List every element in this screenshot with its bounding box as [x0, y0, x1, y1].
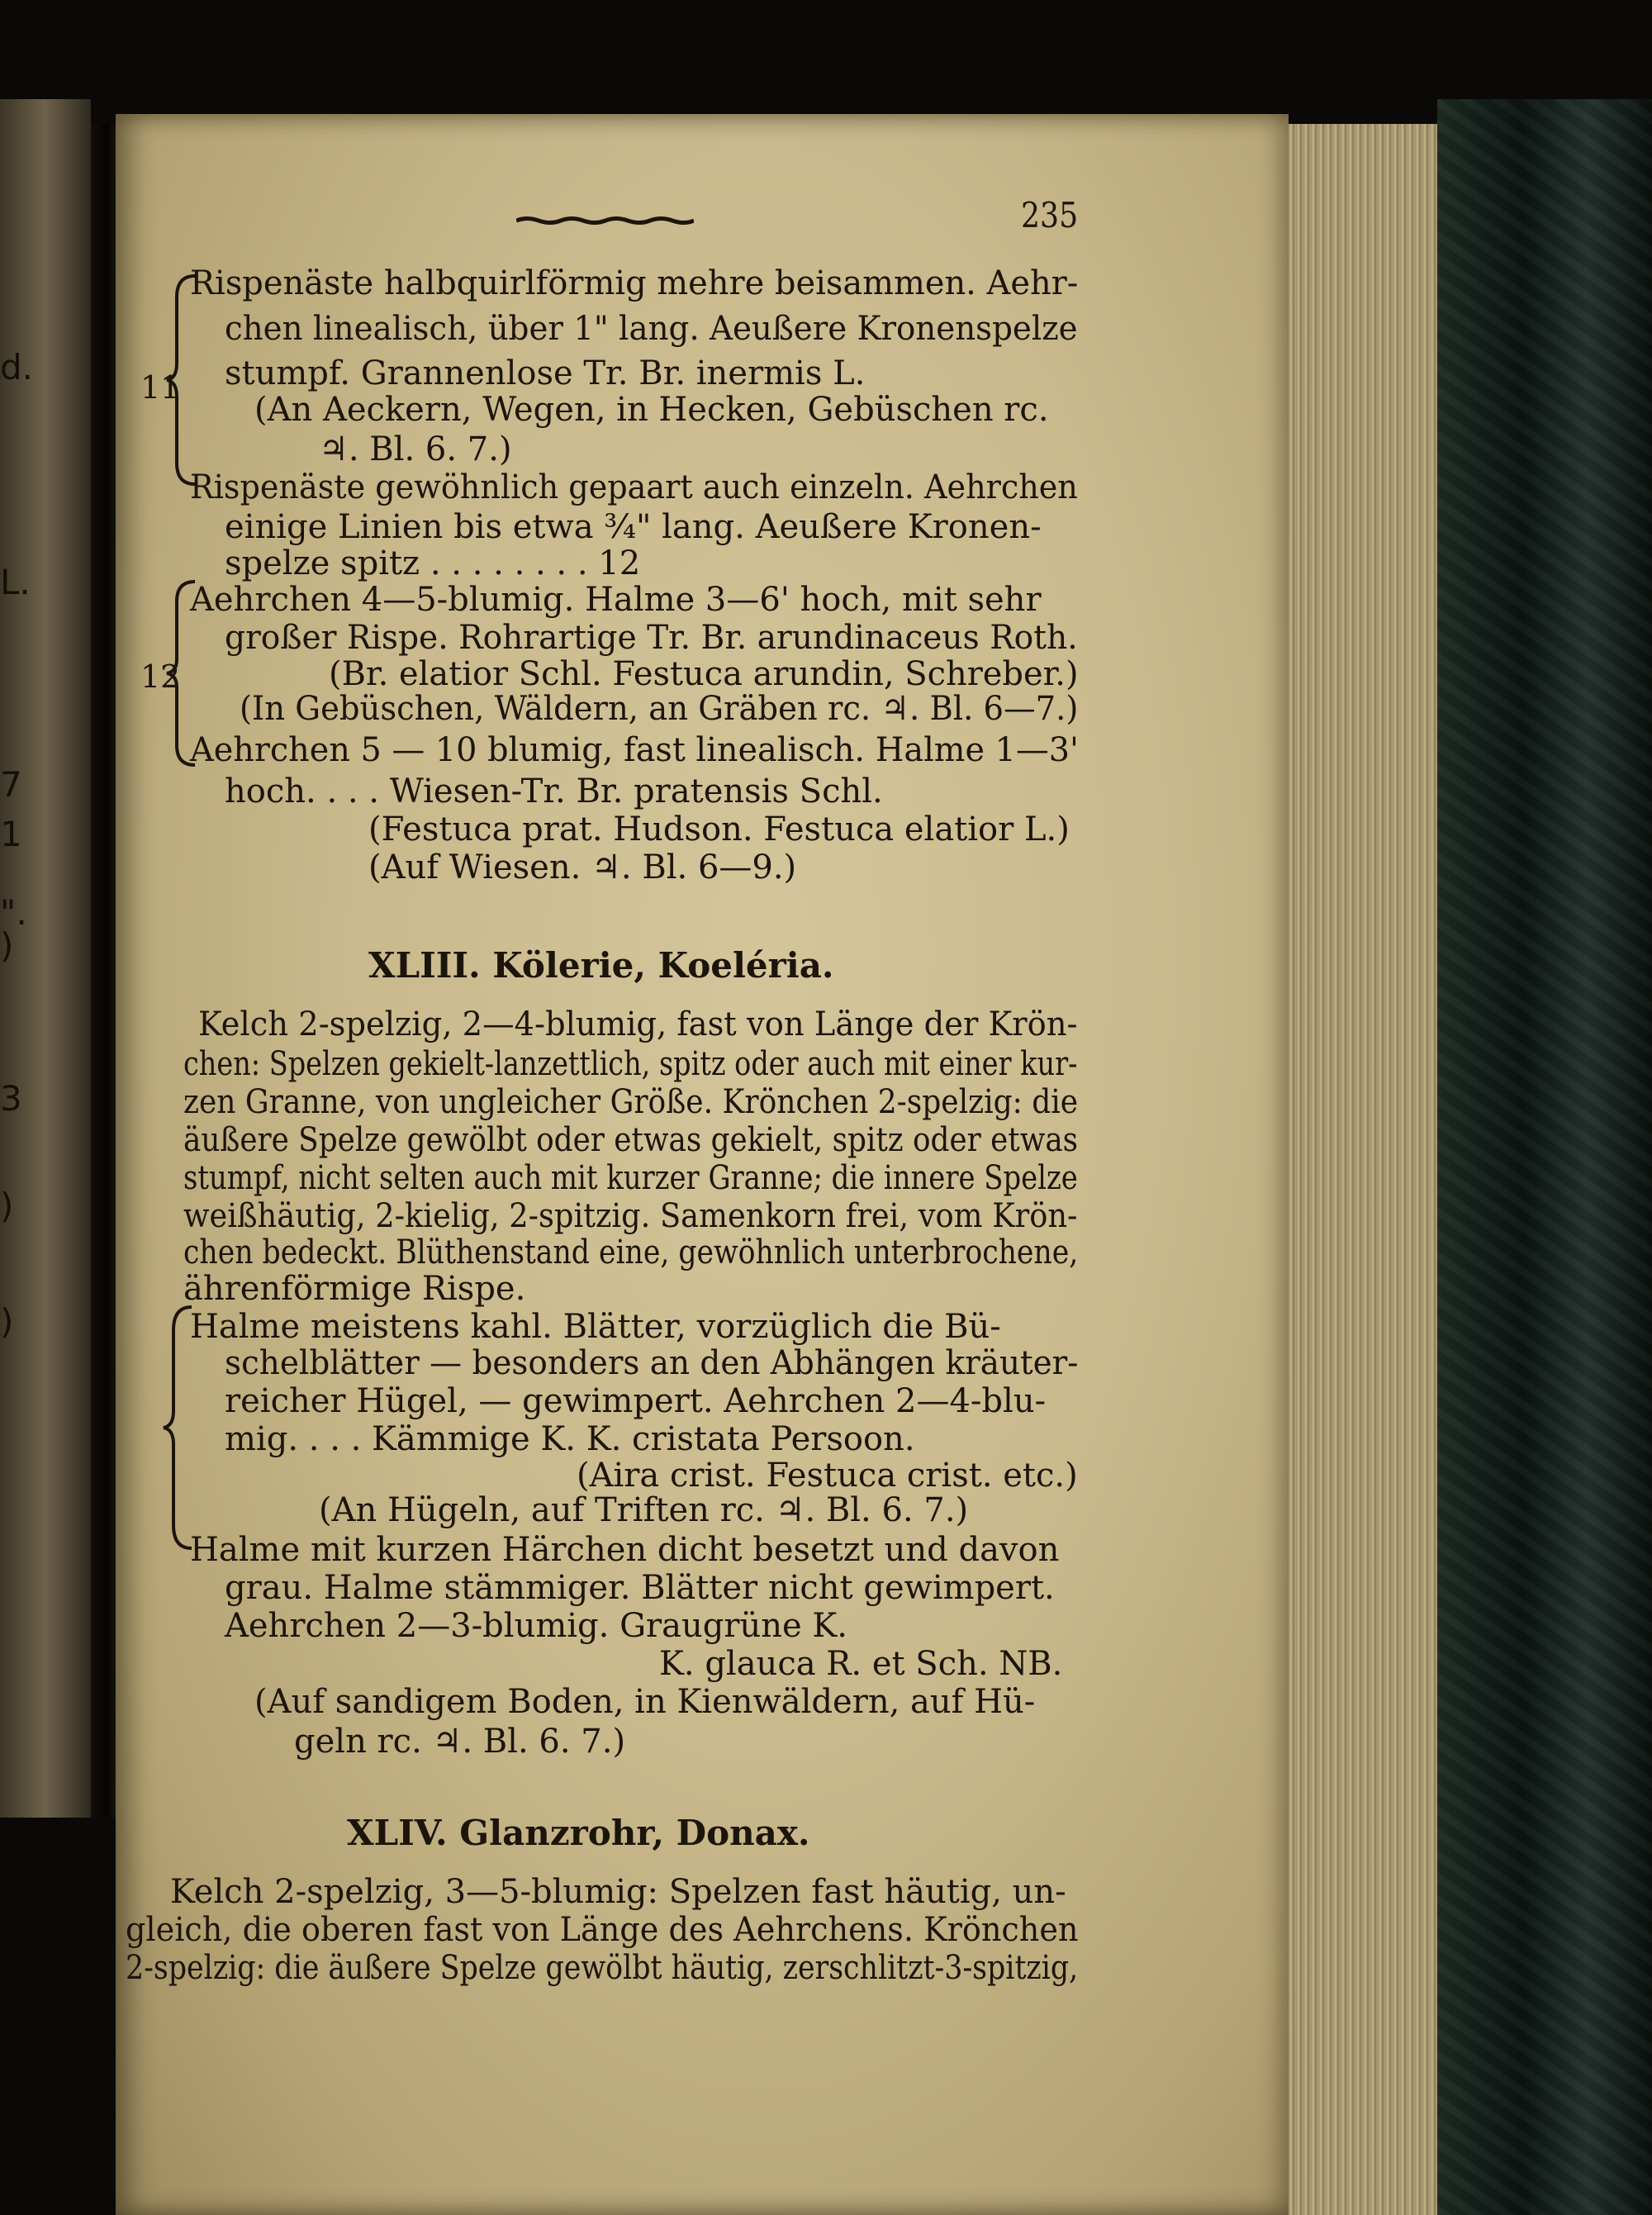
key12-line: (Br. elatior Schl. Festuca arundin, Schreber.)	[329, 655, 1079, 693]
section-paragraph-line: 2-spelzig: die äußere Spelze gewölbt häutig, zerschlitzt-3-spitzig,	[126, 1949, 1079, 1987]
key11-line: chen linealisch, über 1" lang. Aeußere Kronenspelze	[225, 310, 1078, 348]
key12-line: (In Gebüschen, Wäldern, an Gräben rc. ♃. Bl. 6—7.)	[240, 690, 1079, 728]
section-paragraph-line: zen Granne, von ungleicher Größe. Krönchen 2-spelzig: die	[183, 1083, 1079, 1121]
book-gutter	[91, 124, 117, 1818]
prev-page-fragment: 7	[0, 764, 22, 805]
prev-page-fragment: ".	[0, 892, 27, 933]
prev-page-fragment: d.	[0, 347, 34, 387]
section43-key-line: mig. . . . Kämmige K. K. cristata Persoon.	[225, 1420, 915, 1458]
page-edges	[1289, 124, 1437, 2215]
section43-key-line: (Auf sandigem Boden, in Kienwäldern, auf Hü-	[254, 1683, 1036, 1721]
section43-key-line: reicher Hügel, — gewimpert. Aehrchen 2—4-blu-	[225, 1382, 1047, 1420]
section-paragraph-line: ährenförmige Rispe.	[183, 1270, 526, 1308]
book-cover	[1437, 99, 1652, 2215]
section43-key-line: Halme meistens kahl. Blätter, vorzüglich die Bü-	[190, 1308, 1001, 1346]
key12-line: Aehrchen 5 — 10 blumig, fast linealisch. Halme 1—3'	[190, 731, 1079, 769]
section-paragraph-line: Kelch 2-spelzig, 3—5-blumig: Spelzen fast häutig, un-	[170, 1873, 1066, 1911]
key11-line: stumpf. Grannenlose Tr. Br. inermis L.	[225, 354, 866, 392]
section-paragraph-line: Kelch 2-spelzig, 2—4-blumig, fast von Länge der Krön-	[198, 1005, 1078, 1043]
section-paragraph-line: äußere Spelze gewölbt oder etwas gekielt, spitz oder etwas	[183, 1121, 1079, 1159]
key11-line: einige Linien bis etwa ¾" lang. Aeußere Kronen-	[225, 508, 1042, 546]
key11-line: spelze spitz . . . . . . . . 12	[225, 544, 641, 582]
section43-key-line: Aehrchen 2—3-blumig. Graugrüne K.	[225, 1607, 848, 1645]
header-ornament	[516, 216, 694, 225]
section-paragraph-line: gleich, die oberen fast von Länge des Aehrchens. Krönchen	[126, 1911, 1079, 1949]
section-heading: XLIII. Kölerie, Koeléria.	[368, 945, 834, 986]
prev-page-fragment: 1	[0, 814, 22, 854]
section-paragraph-line: stumpf, nicht selten auch mit kurzer Granne; die innere Spelze	[183, 1159, 1078, 1197]
prev-page-fragment: )	[0, 1186, 14, 1226]
section-paragraph-line: chen: Spelzen gekielt-lanzettlich, spitz oder auch mit einer kur-	[183, 1045, 1078, 1083]
prev-page-fragment: 3	[0, 1078, 22, 1119]
prev-page-fragment: )	[0, 925, 14, 966]
section43-key-line: Halme mit kurzen Härchen dicht besetzt und davon	[190, 1531, 1060, 1569]
key11-line: Rispenäste halbquirlförmig mehre beisammen. Aehr-	[190, 264, 1079, 302]
key12-line: Aehrchen 4—5-blumig. Halme 3—6' hoch, mit sehr	[190, 581, 1042, 619]
section43-key-line: (Aira crist. Festuca crist. etc.)	[577, 1457, 1078, 1495]
section-paragraph-line: weißhäutig, 2-kielig, 2-spitzig. Samenkorn frei, vom Krön-	[183, 1197, 1078, 1235]
prev-page-fragment: L.	[0, 562, 31, 602]
key12-line: großer Rispe. Rohrartige Tr. Br. arundinaceus Roth.	[225, 619, 1078, 657]
key11-number: 11	[140, 369, 181, 406]
section43-key-line: geln rc. ♃. Bl. 6. 7.)	[294, 1723, 626, 1761]
key11-line: ♃. Bl. 6. 7.)	[319, 430, 512, 468]
previous-page-edge	[0, 99, 91, 1818]
section43-key-line: (An Hügeln, auf Triften rc. ♃. Bl. 6. 7.)	[319, 1491, 969, 1529]
key11-line: (An Aeckern, Wegen, in Hecken, Gebüschen rc.	[254, 391, 1049, 429]
key12-line: (Festuca prat. Hudson. Festuca elatior L.)	[368, 810, 1070, 848]
page-number: 235	[1021, 195, 1079, 235]
section43-key-line: schelblätter — besonders an den Abhängen kräuter-	[225, 1344, 1079, 1382]
key12-line: (Auf Wiesen. ♃. Bl. 6—9.)	[368, 848, 797, 886]
prev-page-fragment: )	[0, 1301, 14, 1342]
key12-number: 12	[140, 658, 181, 695]
section43-key-line: grau. Halme stämmiger. Blätter nicht gewimpert.	[225, 1569, 1055, 1607]
key12-line: hoch. . . . Wiesen-Tr. Br. pratensis Schl.	[225, 772, 883, 810]
key11-line: Rispenäste gewöhnlich gepaart auch einzeln. Aehrchen	[190, 468, 1078, 506]
section43-key-line: K. glauca R. et Sch. NB.	[659, 1645, 1063, 1683]
section-paragraph-line: chen bedeckt. Blüthenstand eine, gewöhnlich unterbrochene,	[183, 1233, 1079, 1271]
section-heading: XLIV. Glanzrohr, Donax.	[347, 1813, 810, 1853]
